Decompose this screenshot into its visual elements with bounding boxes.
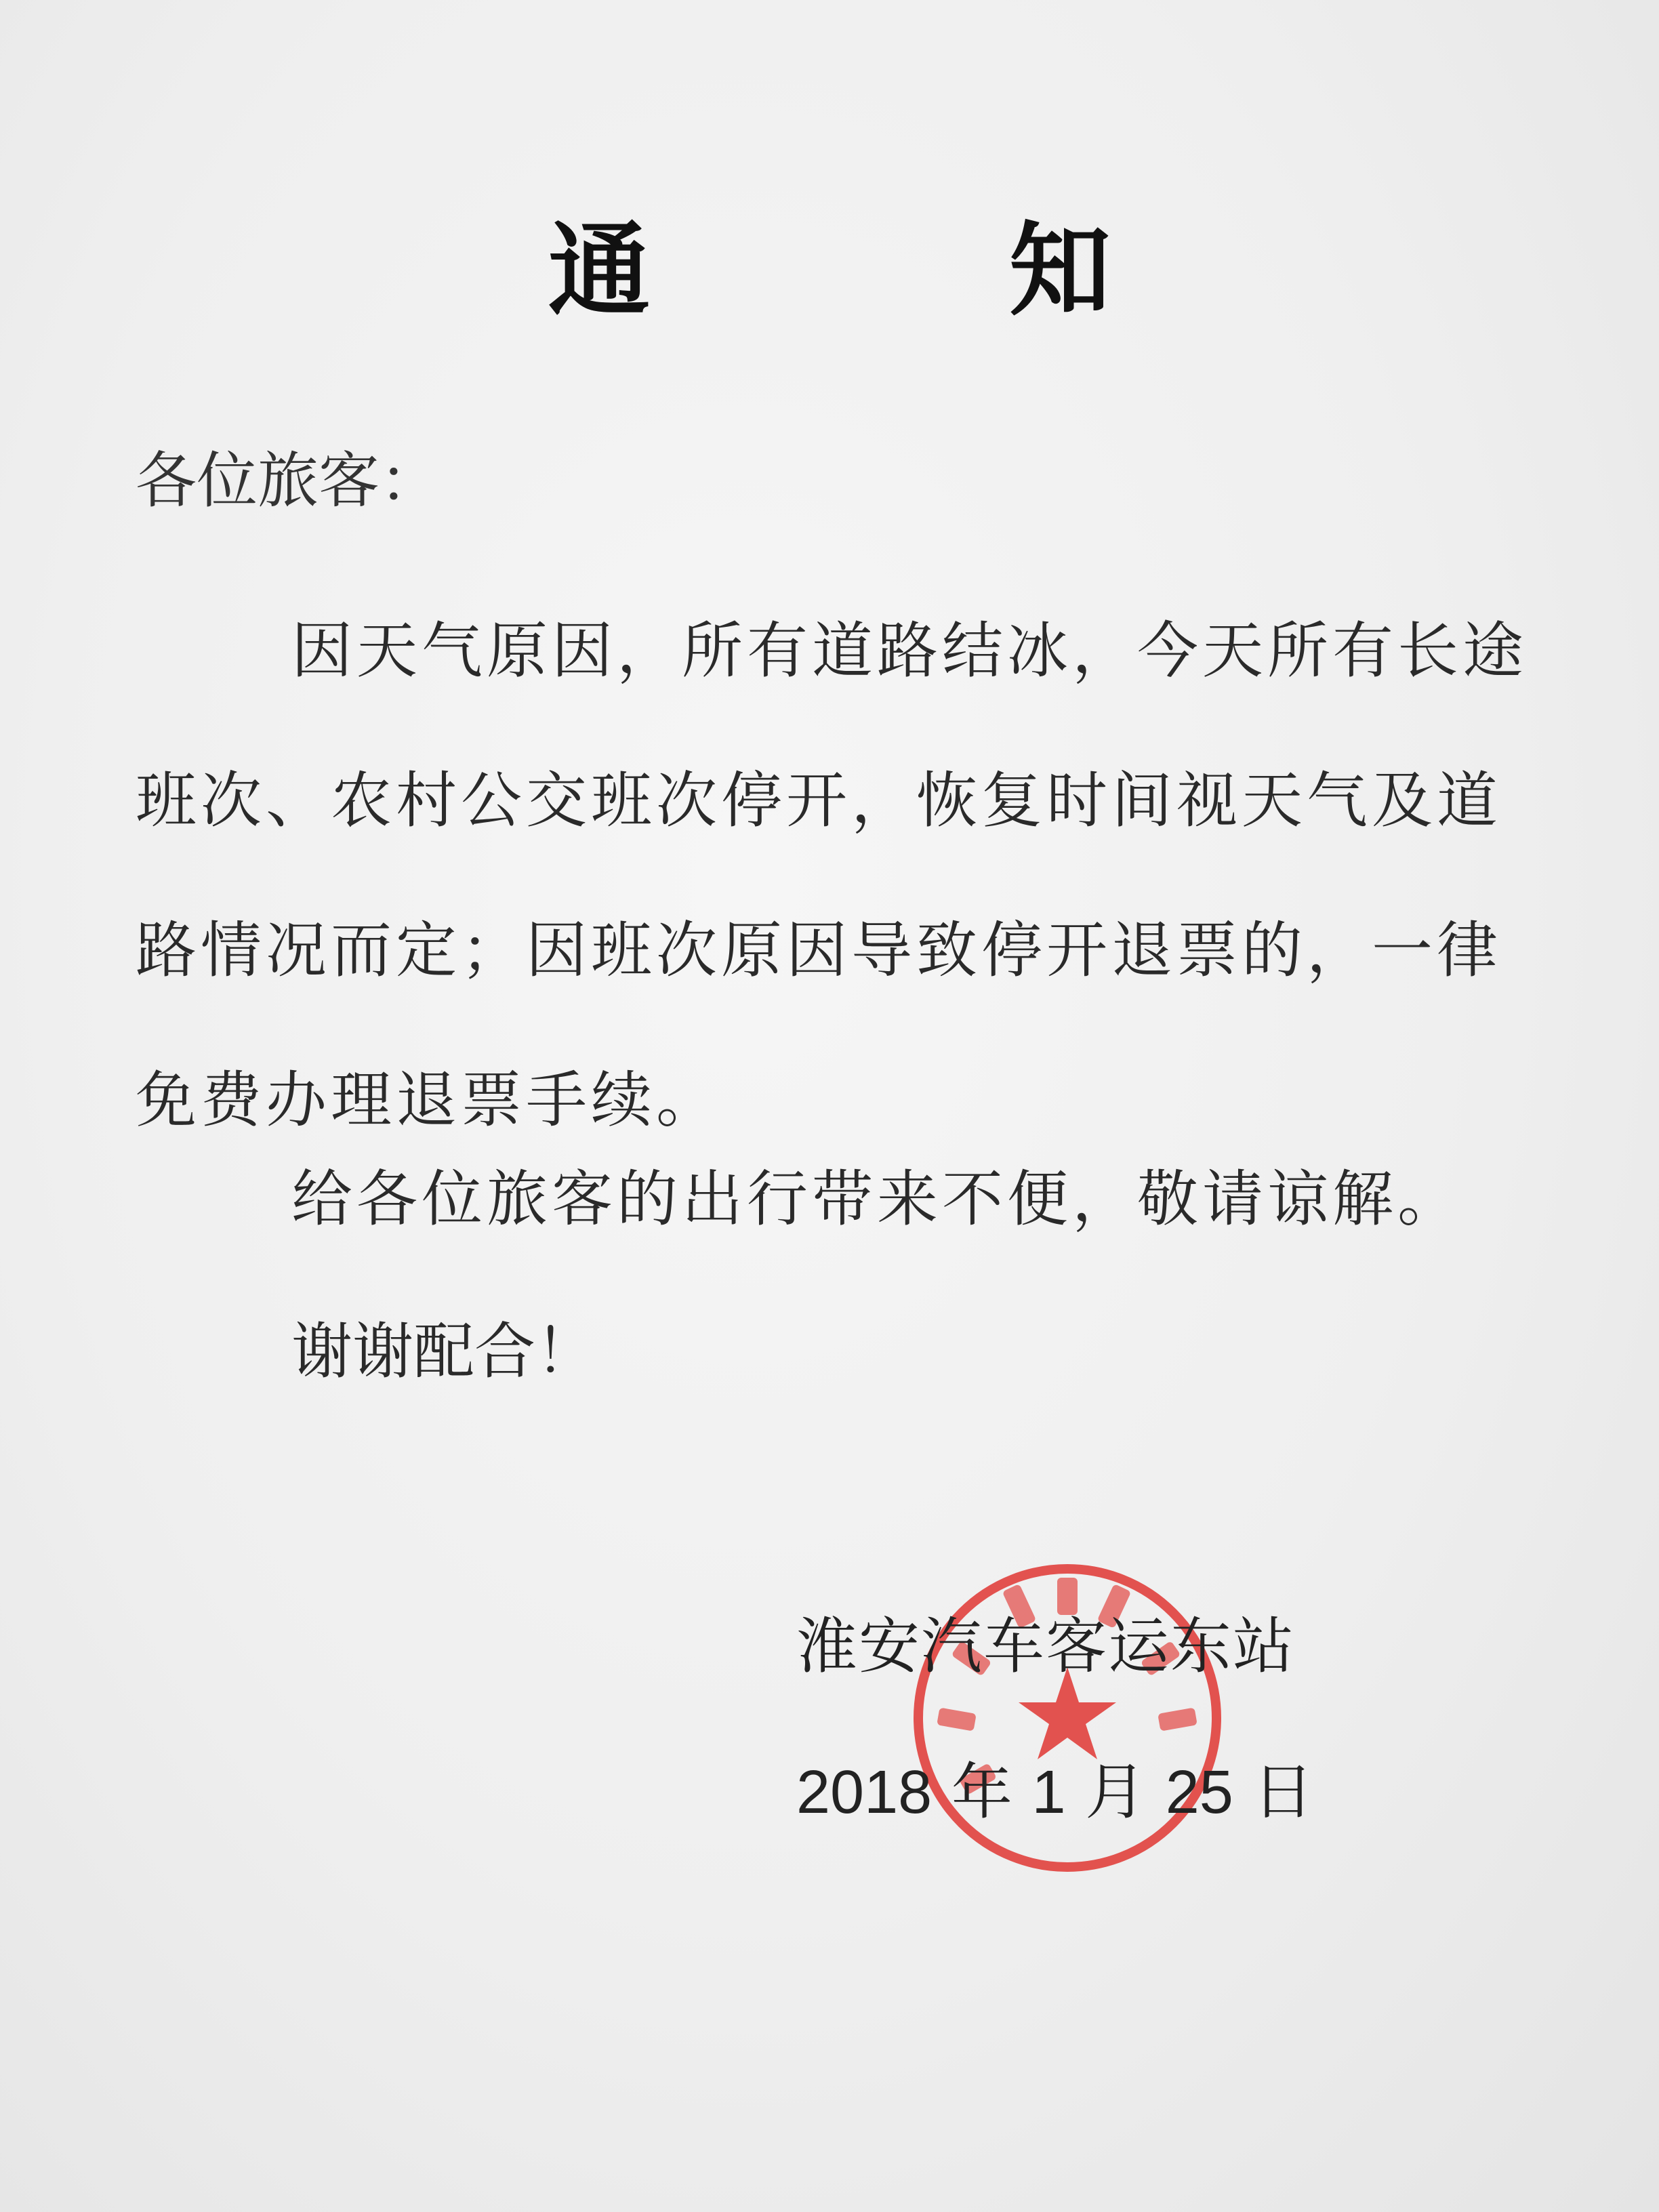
date-day-unit: 日: [1252, 1757, 1314, 1828]
salutation: 各位旅客：: [136, 445, 441, 516]
date-year-unit: 年: [951, 1757, 1012, 1828]
apology-text: 给各位旅客的出行带来不便，敬请谅解。: [291, 1164, 1462, 1235]
notice-body: 因天气原因，所有道路结冰，今天所有长途班次、农村公交班次停开，恢复时间视天气及道路情况而定；因班次原因导致停开退票的，一律免费办理退票手续。: [136, 615, 1528, 1136]
issuer-name: 淮安汽车客运东站: [796, 1611, 1295, 1682]
date-day: 25: [1165, 1759, 1233, 1826]
thanks-text: 谢谢配合！: [291, 1316, 596, 1387]
date-month-unit: 月: [1085, 1757, 1147, 1828]
notice-title: 通 知: [548, 212, 1240, 330]
date-year: 2018: [796, 1759, 933, 1826]
issue-date: [796, 1738, 1313, 1847]
date-month: 1: [1031, 1759, 1066, 1826]
